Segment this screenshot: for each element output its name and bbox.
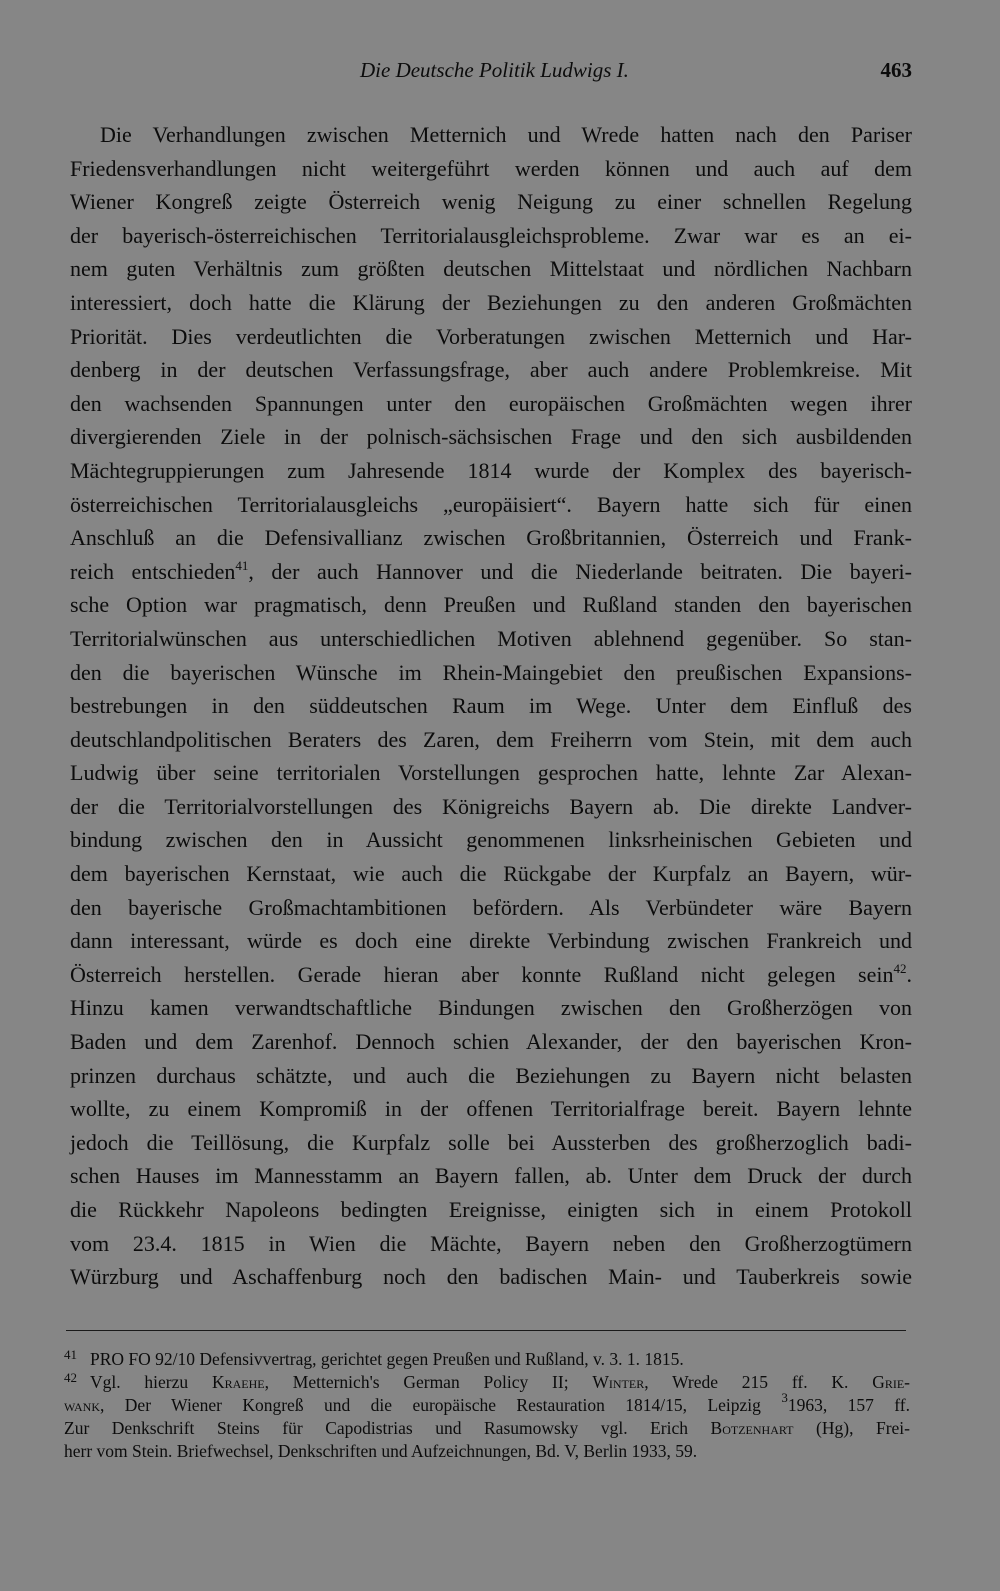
body-line: Die Verhandlungen zwischen Metternich und Wrede hatten nach den Pariser bbox=[100, 122, 912, 147]
footnote-text: , Der Wiener Kongreß und die europäische Restauration 1814/15, Leipzig bbox=[100, 1395, 782, 1415]
body-line: österreichischen Territorialausgleichs „europäisiert“. Bayern hatte sich für einen bbox=[70, 491, 912, 517]
body-line: Hinzu kamen verwandtschaftliche Bindungen zwischen den Großherzögen von bbox=[70, 995, 912, 1021]
body-line: Anschluß an die Defensivallianz zwischen Großbritannien, Österreich und Frank- bbox=[70, 525, 912, 551]
footnote-42-line: 42 Vgl. hierzu Kraehe, Metternich's German Policy II; Winter, Wrede 215 ff. K. Grie- bbox=[64, 1370, 910, 1392]
body-line-text: Österreich herstellen. Gerade hieran aber konnte Rußland nicht gelegen sein bbox=[70, 961, 894, 987]
footnotes bbox=[64, 1348, 910, 1463]
body-line bbox=[70, 958, 912, 992]
body-line-text: . bbox=[906, 961, 912, 987]
body-line: Baden und dem Zarenhof. Dennoch schien Alexander, der den bayerischen Kron- bbox=[70, 1029, 912, 1055]
body-line: nem guten Verhältnis zum größten deutschen Mittelstaat und nördlichen Nachbarn bbox=[70, 256, 912, 282]
body-line: Priorität. Dies verdeutlichten die Vorberatungen zwischen Metternich und Har- bbox=[70, 323, 912, 349]
footnote-text: PRO FO 92/10 Defensivvertrag, gerichtet gegen Preußen und Rußland, v. 3. 1. 1815. bbox=[90, 1349, 684, 1369]
author-name: Winter bbox=[592, 1372, 645, 1392]
page-number: 463 bbox=[880, 58, 912, 82]
edition-superscript: 3 bbox=[781, 1390, 788, 1405]
body-line: denberg in der deutschen Verfassungsfrage, aber auch andere Problemkreise. Mit bbox=[70, 357, 912, 383]
body-text bbox=[70, 118, 912, 1294]
author-name: Botzenhart bbox=[710, 1418, 794, 1438]
body-line: den die bayerischen Wünsche im Rhein-Maingebiet den preußischen Expansions- bbox=[70, 659, 912, 685]
body-line: wollte, zu einem Kompromiß in der offenen Territorialfrage bereit. Bayern lehnte bbox=[70, 1096, 912, 1122]
footnote-text: 1963, 157 ff. bbox=[787, 1395, 911, 1415]
footnote-reference[interactable]: 42 bbox=[893, 960, 907, 976]
body-line: den wachsenden Spannungen unter den europäischen Großmächten wegen ihrer bbox=[70, 390, 912, 416]
body-line: dem bayerischen Kernstaat, wie auch die Rückgabe der Kurpfalz an Bayern, wür- bbox=[70, 861, 912, 887]
footnote-text: (Hg), Frei- bbox=[793, 1418, 910, 1438]
body-line: Friedensverhandlungen nicht weitergeführt werden können und auch auf dem bbox=[70, 155, 912, 181]
body-line: Mächtegruppierungen zum Jahresende 1814 wurde der Komplex des bayerisch- bbox=[70, 457, 912, 483]
footnote-reference[interactable]: 41 bbox=[235, 557, 249, 573]
footnote-text: , Metternich's German Policy II; bbox=[264, 1372, 593, 1392]
body-line: prinzen durchaus schätzte, und auch die Beziehungen zu Bayern nicht belasten bbox=[70, 1062, 912, 1088]
body-line: dann interessant, würde es doch eine direkte Verbindung zwischen Frankreich und bbox=[70, 928, 912, 954]
body-line: divergierenden Ziele in der polnisch-sächsischen Frage und den sich ausbildenden bbox=[70, 424, 912, 450]
running-title: Die Deutsche Politik Ludwigs I. bbox=[360, 58, 629, 82]
author-name: Grie- bbox=[872, 1372, 910, 1392]
body-line: Ludwig über seine territorialen Vorstellungen gesprochen hatte, lehnte Zar Alexan- bbox=[70, 760, 912, 786]
body-line-text: reich entschieden bbox=[70, 558, 236, 584]
body-line: interessiert, doch hatte die Klärung der Beziehungen zu den anderen Großmächten bbox=[70, 289, 912, 315]
body-line bbox=[70, 555, 912, 589]
body-line: sche Option war pragmatisch, denn Preußen und Rußland standen den bayerischen bbox=[70, 592, 912, 618]
footnote-text: , Wrede 215 ff. K. bbox=[644, 1372, 873, 1392]
footnote-42-line bbox=[64, 1390, 911, 1417]
body-line: bindung zwischen den in Aussicht genommenen linksrheinischen Gebieten und bbox=[70, 827, 912, 853]
author-name: Kraehe bbox=[211, 1372, 265, 1392]
body-line: schen Hauses im Mannesstamm an Bayern fallen, ab. Unter dem Druck der durch bbox=[70, 1163, 912, 1189]
footnote-42-line bbox=[64, 1440, 910, 1463]
running-head bbox=[70, 54, 912, 88]
body-line: Wiener Kongreß zeigte Österreich wenig Neigung zu einer schnellen Regelung bbox=[70, 189, 912, 215]
body-line: bestrebungen in den süddeutschen Raum im Wege. Unter dem Einfluß des bbox=[70, 693, 912, 719]
body-line-text: , der auch Hannover und die Niederlande beitraten. Die bayeri- bbox=[248, 558, 912, 584]
body-line: vom 23.4. 1815 in Wien die Mächte, Bayern neben den Großherzogtümern bbox=[70, 1230, 912, 1256]
footnote-text: Zur Denkschrift Steins für Capodistrias und Rasumowsky vgl. Erich bbox=[64, 1418, 711, 1438]
body-line: die Rückkehr Napoleons bedingten Ereignisse, einigten sich in einem Protokoll bbox=[70, 1197, 912, 1222]
footnote-42-line bbox=[64, 1417, 910, 1440]
author-name: wank bbox=[64, 1395, 100, 1415]
body-line: Territorialwünschen aus unterschiedlichen Motiven ablehnend gegenüber. So stan- bbox=[70, 625, 912, 651]
footnote-41: 41 PRO FO 92/10 Defensivvertrag, gerichtet gegen Preußen und Rußland, v. 3. 1. 1815. bbox=[64, 1347, 684, 1369]
body-line: deutschlandpolitischen Beraters des Zaren, dem Freiherrn vom Stein, mit dem auch bbox=[70, 726, 912, 752]
footnote-text: herr vom Stein. Briefwechsel, Denkschriften und Aufzeichnungen, Bd. V, Berlin 1933, 59. bbox=[64, 1441, 698, 1461]
body-line: jedoch die Teillösung, die Kurpfalz solle bei Aussterben des großherzoglich badi- bbox=[70, 1129, 912, 1155]
footnote-rule bbox=[66, 1330, 906, 1331]
body-line: der die Territorialvorstellungen des Königreichs Bayern ab. Die direkte Landver- bbox=[70, 793, 912, 819]
body-line: den bayerische Großmachtambitionen befördern. Als Verbündeter wäre Bayern bbox=[70, 894, 912, 920]
footnote-text: Vgl. hierzu bbox=[90, 1372, 212, 1392]
body-line: Würzburg und Aschaffenburg noch den badischen Main- und Tauberkreis sowie bbox=[70, 1264, 912, 1290]
body-line: der bayerisch-österreichischen Territorialausgleichsprobleme. Zwar war es an ei- bbox=[70, 222, 912, 248]
